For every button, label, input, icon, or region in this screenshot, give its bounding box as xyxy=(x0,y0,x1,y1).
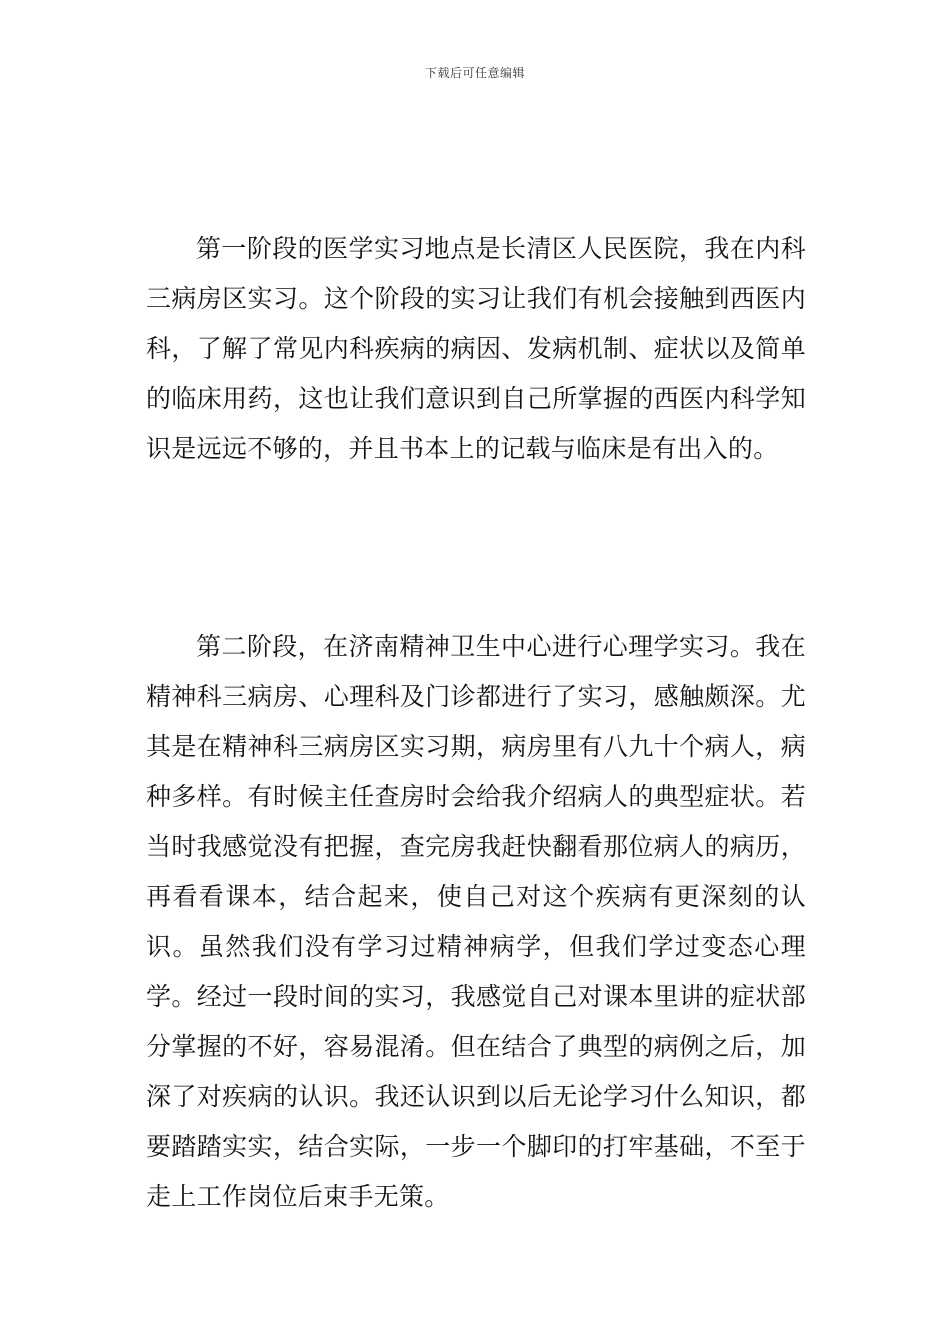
header-note: 下载后可任意编辑 xyxy=(424,66,525,80)
body-paragraph-1: 第一阶段的医学实习地点是长清区人民医院，我在内科三病房区实习。这个阶段的实习让我们有机会接触到西医内科，了解了常见内科疾病的病因、发病机制、症状以及简单的临床用药，这也让我们意识到自己所掌握的西医内科学知识是远远不够的，并且书本上的记载与临床是有出入的。 xyxy=(146,234,806,463)
body-paragraph-2: 第二阶段，在济南精神卫生中心进行心理学实习。我在精神科三病房、心理科及门诊都进行了实习，感触颇深。尤其是在精神科三病房区实习期，病房里有八九十个病人，病种多样。有时候主任查房时会给我介绍病人的典型症状。若当时我感觉没有把握，查完房我赶快翻看那位病人的病历，再看看课本，结合起来，使自己对这个疾病有更深刻的认识。虽然我们没有学习过精神病学，但我们学过变态心理学。经过一段时间的实习，我感觉自己对课本里讲的症状部分掌握的不好，容易混淆。但在结合了典型的病例之后，加深了对疾病的认识。我还认识到以后无论学习什么知识，都要踏踏实实，结合实际，一步一个脚印的打牢基础，不至于走上工作岗位后束手无策。 xyxy=(146,632,806,1211)
